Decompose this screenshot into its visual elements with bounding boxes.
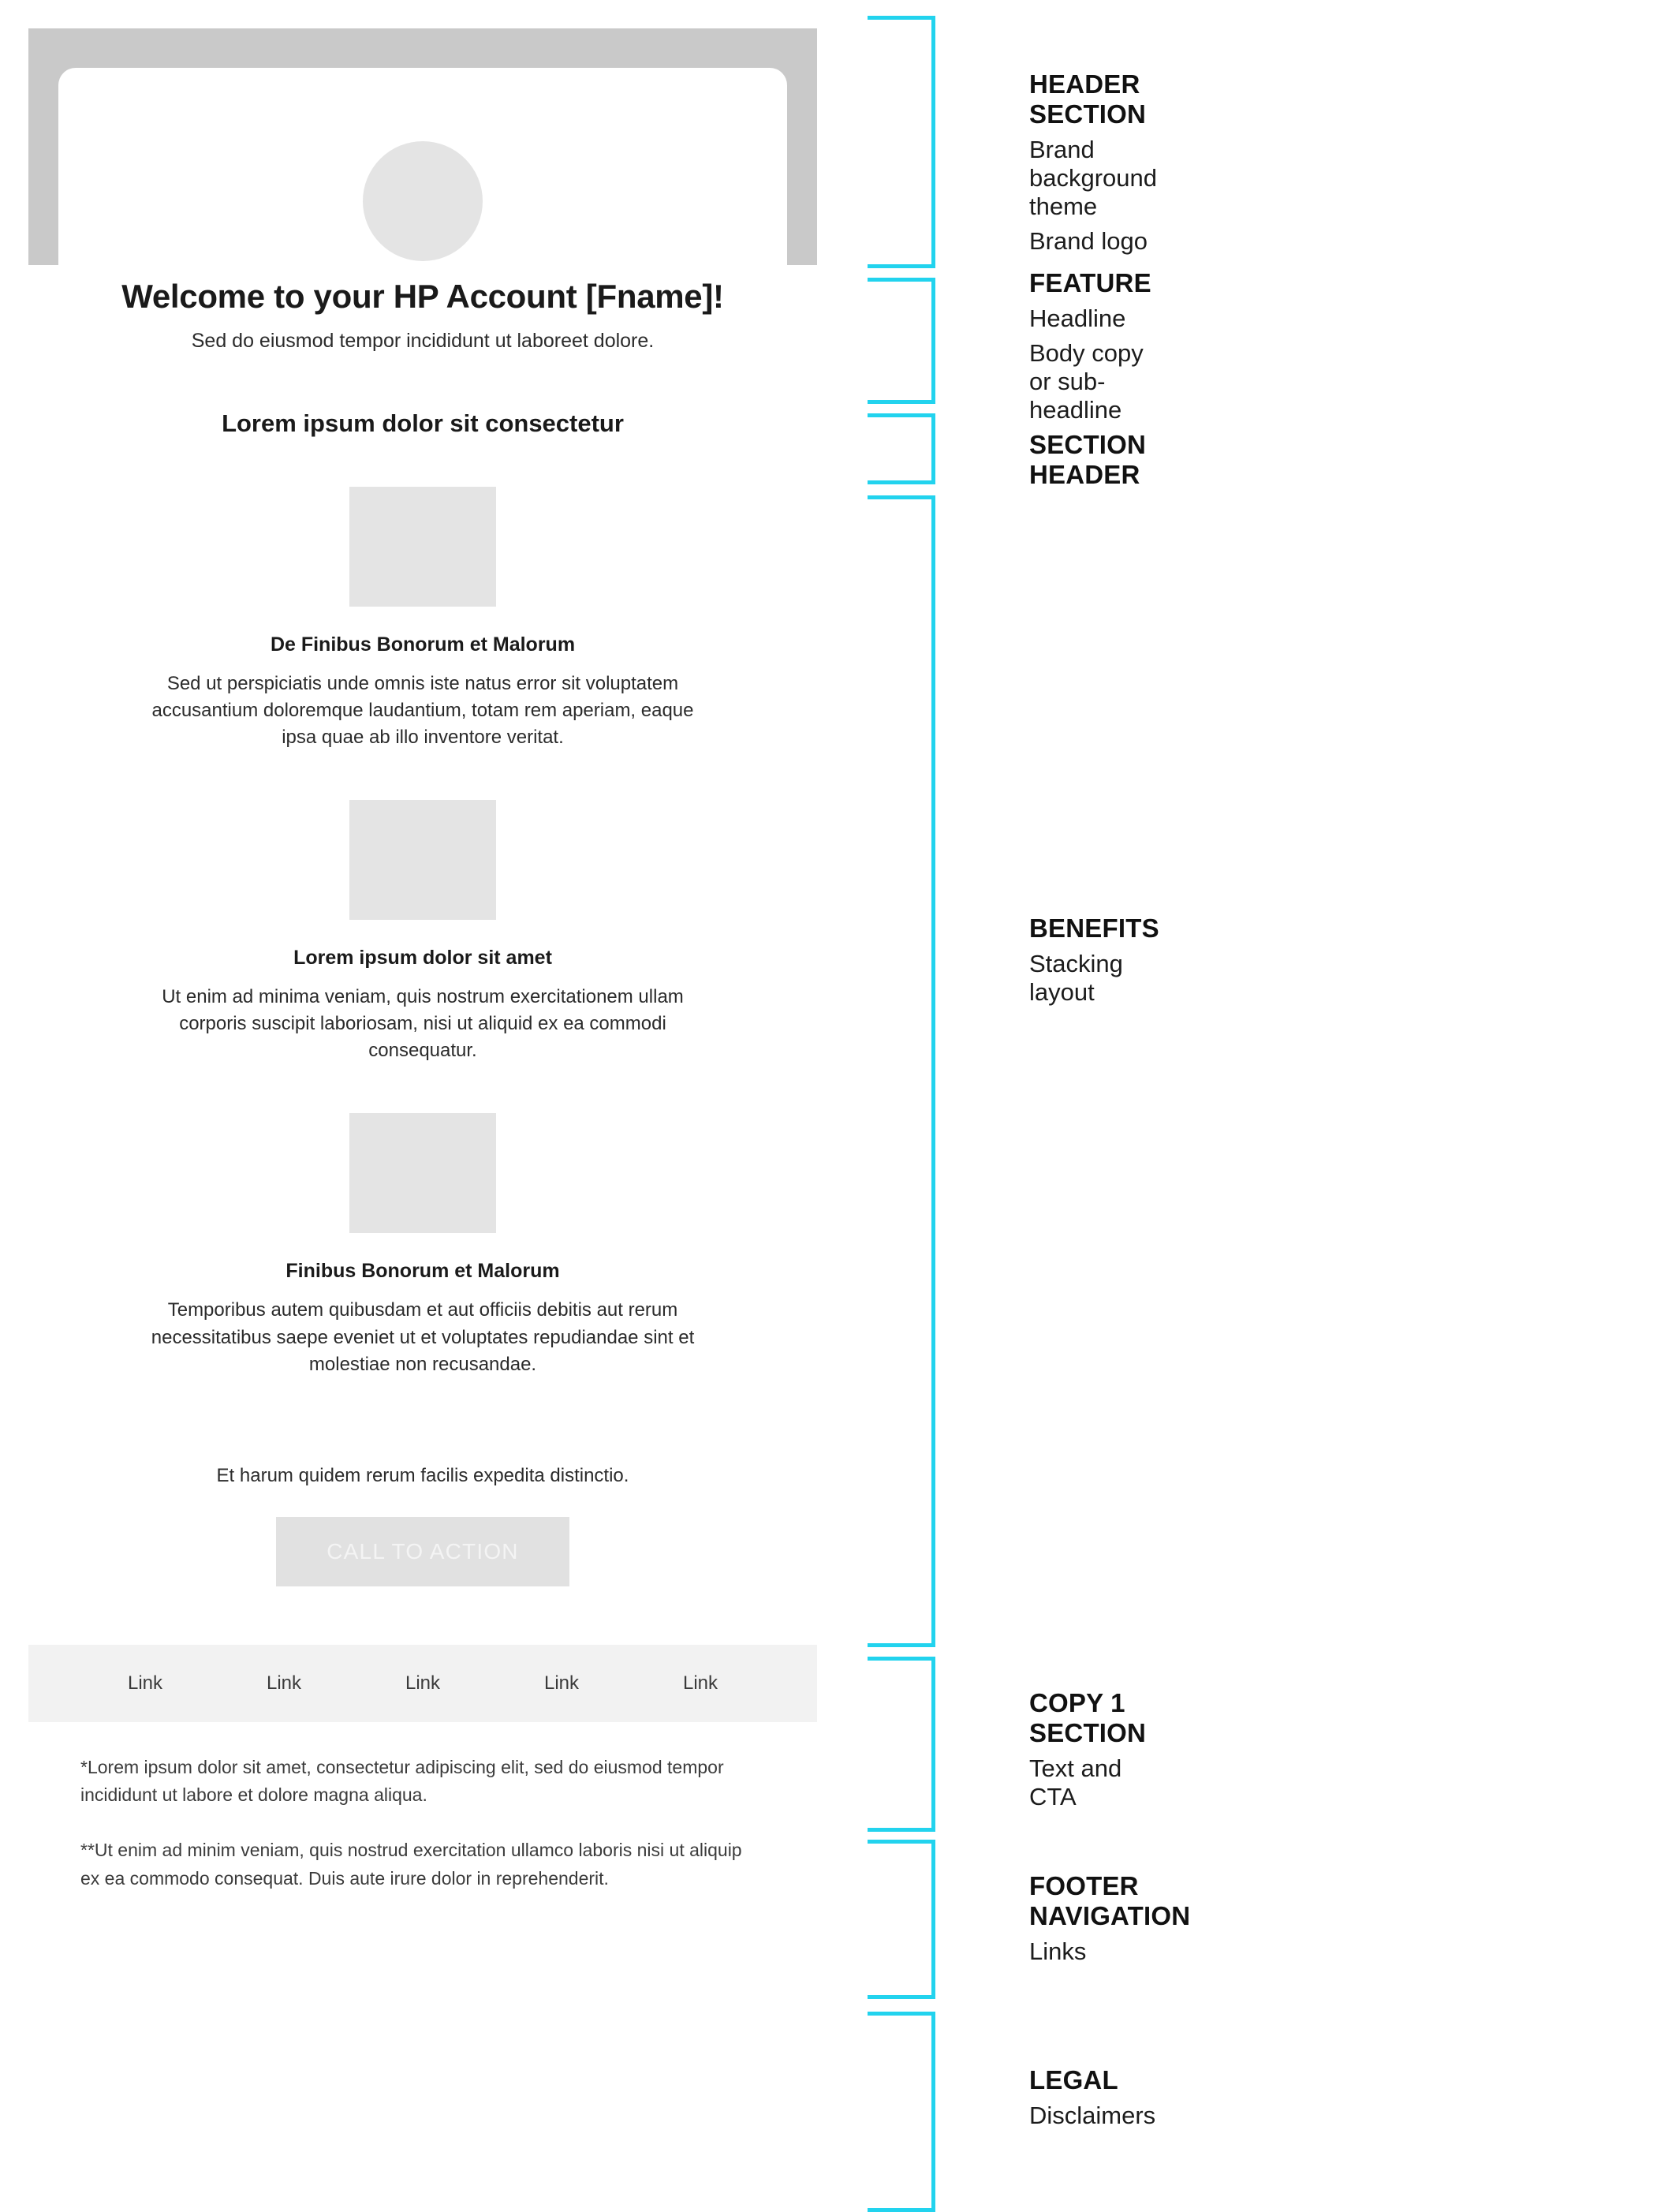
brand-logo-icon (363, 141, 483, 261)
benefit-body: Sed ut perspiciatis unde omnis iste natus error sit voluptatem accusantium doloremque laudantium, totam rem aperiam, eaque ipsa quae ab illo inventore veritat. (151, 673, 694, 749)
annotation-line: Brand background theme (1029, 136, 1158, 220)
annotation-line: Links (1029, 1937, 1087, 1965)
copy-1-section (28, 1465, 817, 1586)
annotation-title: LEGAL (1029, 2065, 1118, 2094)
annotation-line: Stacking layout (1029, 950, 1123, 1006)
benefit-image-placeholder (349, 1113, 496, 1233)
footer-link[interactable]: Link (682, 1672, 718, 1694)
footer-link[interactable]: Link (266, 1672, 302, 1694)
benefit-item (28, 487, 817, 751)
annotation-title: HEADER SECTION (1029, 69, 1147, 129)
call-to-action-button[interactable]: CALL TO ACTION (276, 1517, 569, 1586)
bracket-icon (868, 1657, 935, 1832)
bracket-icon (868, 16, 935, 268)
email-wireframe (28, 28, 817, 1919)
footer-link[interactable]: Link (405, 1672, 441, 1694)
benefit-body: Temporibus autem quibusdam et aut officiis debitis aut rerum necessitatibus saepe eveniet ut et voluptates repudiandae sint et molestiae non recusandae. (151, 1299, 695, 1375)
benefit-item (28, 800, 817, 1064)
annotation-title: COPY 1 SECTION (1029, 1688, 1147, 1747)
legal-section (28, 1722, 817, 1893)
legal-paragraph: **Ut enim ad minim veniam, quis nostrud exercitation ullamco laboris nisi ut aliquip ex ea commodo consequat. Duis aute irure dolor in reprehenderit. (80, 1839, 742, 1889)
header-section (28, 28, 817, 265)
footer-link[interactable]: Link (127, 1672, 163, 1694)
feature-section (28, 265, 817, 353)
bracket-icon (868, 1840, 935, 1999)
annotation-line: Headline (1029, 305, 1126, 332)
legal-paragraph: *Lorem ipsum dolor sit amet, consectetur adipiscing elit, sed do eiusmod tempor incididunt ut labore et dolore magna aliqua. (80, 1756, 724, 1806)
annotation-title: FEATURE (1029, 268, 1151, 297)
annotation-line: Brand logo (1029, 227, 1148, 255)
annotation-column (868, 0, 1656, 2212)
annotation-line: Disclaimers (1029, 2102, 1156, 2129)
benefit-image-placeholder (349, 800, 496, 920)
footer-navigation (28, 1645, 817, 1722)
feature-subheadline: Sed do eiusmod tempor incididunt ut laboreet dolore. (191, 330, 655, 352)
bracket-icon (868, 413, 935, 484)
footer-link[interactable]: Link (543, 1672, 580, 1694)
benefit-item (28, 1113, 817, 1377)
annotation-title: BENEFITS (1029, 914, 1159, 943)
annotation-title: FOOTER NAVIGATION (1029, 1871, 1191, 1930)
benefit-title: Finibus Bonorum et Malorum (285, 1260, 560, 1283)
benefit-title: Lorem ipsum dolor sit amet (293, 947, 552, 970)
email-body (28, 265, 817, 1893)
section-header: Lorem ipsum dolor sit consectetur (222, 409, 624, 437)
annotation-title: SECTION HEADER (1029, 430, 1147, 489)
copy-1-text: Et harum quidem rerum facilis expedita distinctio. (216, 1464, 629, 1486)
annotation-line: Text and CTA (1029, 1754, 1122, 1810)
feature-headline: Welcome to your HP Account [Fname]! (121, 278, 724, 315)
annotation-line: Body copy or sub-headline (1029, 339, 1144, 424)
bracket-icon (868, 2012, 935, 2212)
benefit-image-placeholder (349, 487, 496, 607)
bracket-icon (868, 278, 935, 404)
benefit-title: De Finibus Bonorum et Malorum (270, 633, 576, 656)
benefit-body: Ut enim ad minima veniam, quis nostrum exercitationem ullam corporis suscipit laboriosam, nisi ut aliquid ex ea commodi consequatur. (162, 986, 684, 1062)
bracket-icon (868, 495, 935, 1647)
